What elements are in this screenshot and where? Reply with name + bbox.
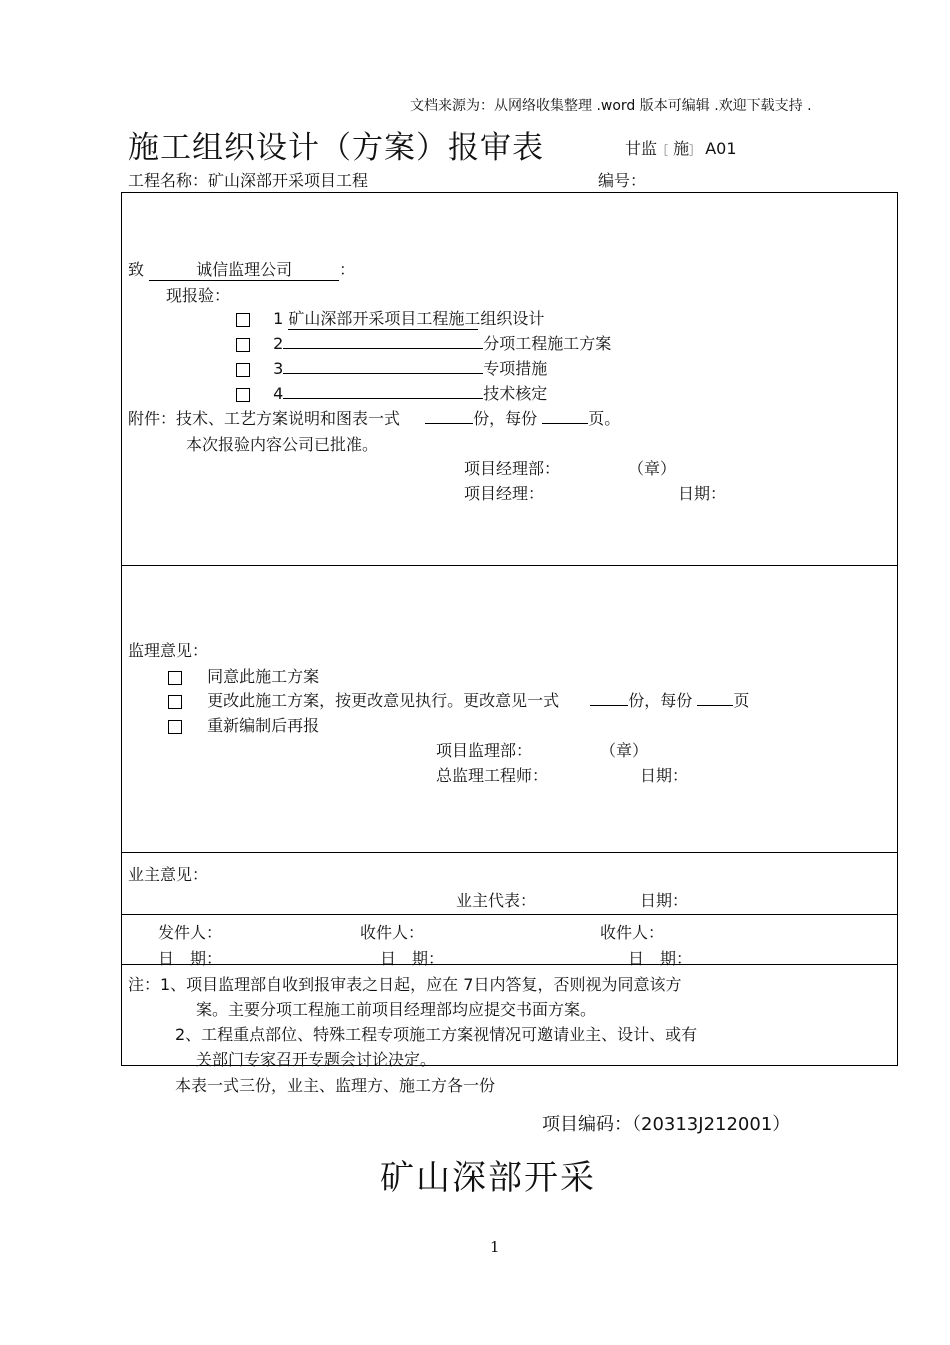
attach-c: 页。 — [588, 409, 621, 428]
opinion-pages-blank[interactable] — [697, 691, 733, 706]
item-3-blank[interactable] — [283, 359, 483, 374]
attach-copies-blank[interactable] — [425, 409, 473, 424]
item-2-suffix: 分项工程施工方案 — [483, 334, 612, 353]
item-1-num: 1 — [273, 309, 284, 328]
chief-engineer-label: 总监理工程师： — [436, 766, 549, 785]
item-3-suffix: 专项措施 — [483, 359, 548, 378]
item-4 — [236, 381, 547, 404]
item-2-blank[interactable] — [283, 334, 483, 349]
project-code: 项目编码：（20313J212001） — [542, 1114, 791, 1135]
receiver-1-label: 收件人： — [360, 923, 425, 942]
form-code: 甘监［ 施］ A01 — [625, 139, 737, 158]
receiver-2-date-label: 日 期： — [628, 949, 693, 968]
opinion-1-checkbox[interactable] — [168, 671, 182, 685]
item-2-checkbox[interactable] — [236, 338, 250, 352]
opinion-2-text: 更改此施工方案，按更改意见执行。更改意见一式 — [207, 691, 560, 710]
item-4-blank[interactable] — [283, 384, 483, 399]
receiver-2-label: 收件人： — [600, 923, 665, 942]
pm-manager-label: 项目经理： — [464, 484, 545, 503]
to-colon: ： — [339, 260, 356, 279]
opinion-2-checkbox[interactable] — [168, 695, 182, 709]
sender-label: 发件人： — [158, 923, 223, 942]
form-code-c: A01 — [705, 139, 737, 158]
note-line-2: 案。主要分项工程施工前项目经理部均应提交书面方案。 — [196, 1000, 597, 1019]
item-3-num: 3 — [273, 359, 284, 378]
opinion-3-checkbox[interactable] — [168, 720, 182, 734]
note-line-1: 注：1、项目监理部自收到报审表之日起，应在 7日内答复，否则视为同意该方 — [128, 975, 682, 994]
sender-date-label: 日 期： — [158, 949, 223, 968]
supervision-dept-label: 项目监理部： — [436, 741, 533, 760]
approved-note: 本次报验内容公司已批准。 — [186, 435, 379, 454]
supervision-seal: （章） — [600, 741, 649, 760]
submission-section — [121, 192, 898, 566]
to-label: 致 — [128, 260, 145, 279]
pm-date-label: 日期： — [678, 484, 727, 503]
item-2-num: 2 — [273, 334, 284, 353]
item-1-text: 矿山深部开采项目工程施工组织设计 — [288, 306, 478, 330]
transmittal-section — [121, 914, 898, 965]
item-3-checkbox[interactable] — [236, 363, 250, 377]
supervision-date-label: 日期： — [640, 766, 689, 785]
header-note: 文档来源为：从网络收集整理 .word 版本可编辑 .欢迎下载支持 . — [410, 98, 812, 114]
receiver-1-date-label: 日 期： — [380, 949, 445, 968]
owner-label: 业主意见： — [128, 865, 209, 884]
owner-date-label: 日期： — [640, 891, 689, 910]
opinion-option-2 — [168, 688, 749, 711]
to-company: 诚信监理公司 — [149, 257, 339, 281]
opinion-1-text: 同意此施工方案 — [207, 667, 320, 686]
opinion-2-c: 页 — [733, 691, 750, 710]
item-4-num: 4 — [273, 384, 284, 403]
supervision-label: 监理意见： — [128, 641, 209, 660]
item-4-checkbox[interactable] — [236, 388, 250, 402]
page-title: 施工组织设计（方案）报审表 — [128, 130, 544, 166]
page-number: 1 — [490, 1238, 500, 1256]
opinion-2-b: 份，每份 — [628, 691, 693, 710]
opinion-3-text: 重新编制后再报 — [207, 716, 320, 735]
pm-dept-label: 项目经理部： — [464, 459, 561, 478]
opinion-copies-blank[interactable] — [590, 691, 628, 706]
pm-seal: （章） — [628, 459, 677, 478]
note-line-4: 关部门专家召开专题会讨论决定。 — [196, 1050, 437, 1069]
attach-pages-blank[interactable] — [542, 409, 588, 424]
item-4-suffix: 技术核定 — [483, 384, 548, 403]
opinion-option-3 — [168, 713, 319, 736]
attach-a: 附件：技术、工艺方案说明和图表一式 — [128, 409, 401, 428]
copies-note: 本表一式三份，业主、监理方、施工方各一份 — [175, 1076, 496, 1095]
item-1-checkbox[interactable] — [236, 313, 250, 327]
report-label: 现报验： — [166, 286, 231, 305]
opinion-option-1 — [168, 664, 319, 687]
big-title: 矿山深部开采 — [380, 1158, 596, 1198]
note-line-3: 2、工程重点部位、特殊工程专项施工方案视情况可邀请业主、设计、或有 — [175, 1025, 698, 1044]
item-3 — [236, 356, 547, 379]
item-2 — [236, 331, 611, 354]
to-line — [128, 257, 355, 281]
form-code-a: 甘监 — [625, 139, 658, 158]
owner-rep-label: 业主代表： — [456, 891, 537, 910]
number-label: 编号： — [598, 171, 647, 190]
attach-b: 份，每份 — [473, 409, 538, 428]
project-name: 工程名称：矿山深部开采项目工程 — [128, 171, 369, 190]
item-1 — [236, 306, 545, 330]
form-code-b: 施 — [673, 139, 690, 158]
attachments-line — [128, 406, 620, 429]
